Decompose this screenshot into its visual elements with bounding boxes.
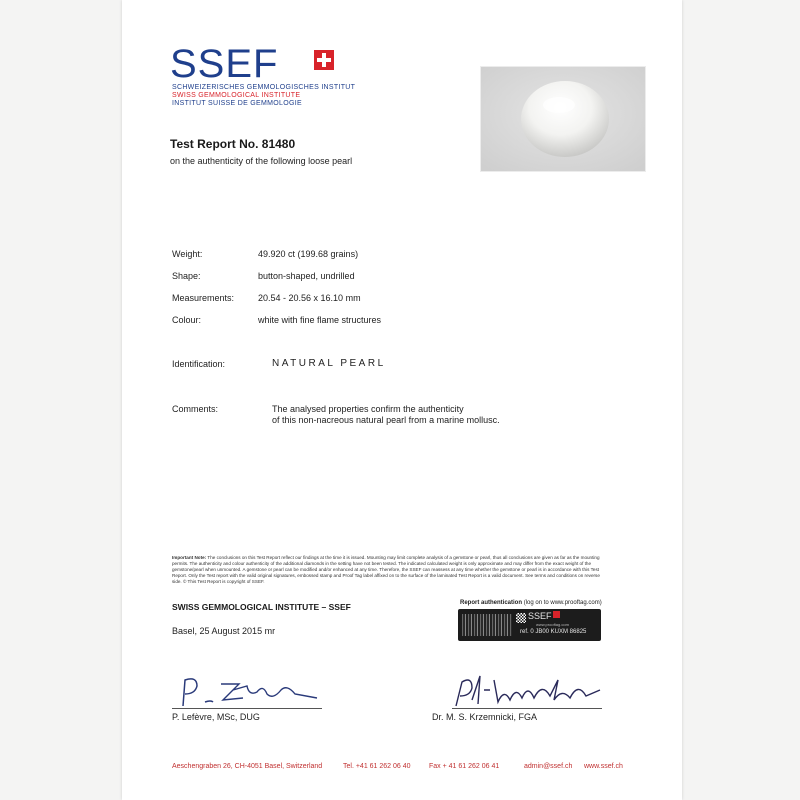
- colour-value: white with fine flame structures: [258, 315, 382, 325]
- shape-label: Shape:: [172, 271, 201, 281]
- signature-line-right: [452, 708, 602, 709]
- qr-code-icon: [516, 613, 526, 623]
- measurements-label: Measurements:: [172, 293, 235, 303]
- prooftag-label: [458, 609, 601, 641]
- important-note: [172, 555, 608, 585]
- weight-value: 49.920 ct (199.68 grains): [258, 249, 359, 259]
- signature-line-left: [172, 708, 322, 709]
- report-authentication-title: Report authentication (log on to www.prooftag.com): [460, 600, 602, 606]
- important-note-text: The conclusions on this Test Report reflect our findings at the time it is issued. Mounting may limit complete analysis of a gemstone or pearl, thus all conclusions are given as far as the mounting permits. The authenticity and colour authenticity of the additional diamonds in the setting have not been tested. The indicated calculated weight is only approximate and may differ from the exact weight of the gemstone/pearl when unmounted. A gemstone or pearl can be modified and/or enhanced at any time. Therefore, the SSEF can reassess at any time whether the gemstone or pearl is in accordance with this Test Report. Only the Test report with the valid original signatures, embossed stamp and Proof Tag label affixed on to the surface of the laminated Test Report is a valid document. See terms and conditions on reverse side. © This Test Report is copyright of SSEF.: [172, 555, 600, 584]
- report-subtitle: on the authenticity of the following loose pearl: [170, 156, 353, 166]
- footer-email[interactable]: admin@ssef.ch: [524, 763, 573, 770]
- identification-label: Identification:: [172, 359, 226, 369]
- weight-label: Weight:: [172, 249, 203, 259]
- important-note-heading: Important Note:: [172, 555, 207, 560]
- issuing-institute: SWISS GEMMOLOGICAL INSTITUTE – SSEF: [172, 602, 351, 612]
- tag-url: www.prooftag.com: [536, 622, 569, 627]
- identification-value: NATURAL PEARL: [272, 358, 386, 369]
- signature-lefevre: [177, 672, 327, 712]
- authentication-hint: (log on to www.prooftag.com): [523, 600, 602, 606]
- signature-krzemnicki: [450, 670, 610, 712]
- pearl-photo: [480, 66, 646, 172]
- issue-date: Basel, 25 August 2015 mr: [172, 626, 276, 636]
- colour-label: Colour:: [172, 315, 202, 325]
- comments-label: Comments:: [172, 404, 219, 414]
- footer-website[interactable]: www.ssef.ch: [584, 763, 623, 770]
- institute-name-en: SWISS GEMMOLOGICAL INSTITUTE: [172, 92, 301, 99]
- comments-line-2: of this non-nacreous natural pearl from a marine mollusc.: [272, 415, 500, 425]
- measurements-value: 20.54 - 20.56 x 16.10 mm: [258, 293, 361, 303]
- security-bubble-seal: [462, 614, 512, 636]
- shape-value: button-shaped, undrilled: [258, 271, 355, 281]
- comments-line-1: The analysed properties confirm the authenticity: [272, 404, 464, 414]
- report-title: Test Report No. 81480: [170, 137, 296, 151]
- signatory-left: P. Lefèvre, MSc, DUG: [172, 712, 260, 722]
- tag-reference-number: ref. 0 JB00 KUXM 86825: [520, 629, 587, 635]
- footer-fax: Fax + 41 61 262 06 41: [429, 763, 500, 770]
- footer-tel: Tel. +41 61 262 06 40: [343, 763, 411, 770]
- institute-name-fr: INSTITUT SUISSE DE GEMMOLOGIE: [172, 100, 302, 107]
- swiss-cross-icon: [314, 50, 334, 70]
- tag-ssef-logo: SSEF: [528, 611, 560, 621]
- institute-name-de: SCHWEIZERISCHES GEMMOLOGISCHES INSTITUT: [172, 84, 356, 91]
- test-report-document: [122, 0, 682, 800]
- footer-address: Aeschengraben 26, CH-4051 Basel, Switzerland: [172, 763, 323, 770]
- ssef-logo-text: SSEF: [170, 42, 279, 86]
- signatory-right: Dr. M. S. Krzemnicki, FGA: [432, 712, 538, 722]
